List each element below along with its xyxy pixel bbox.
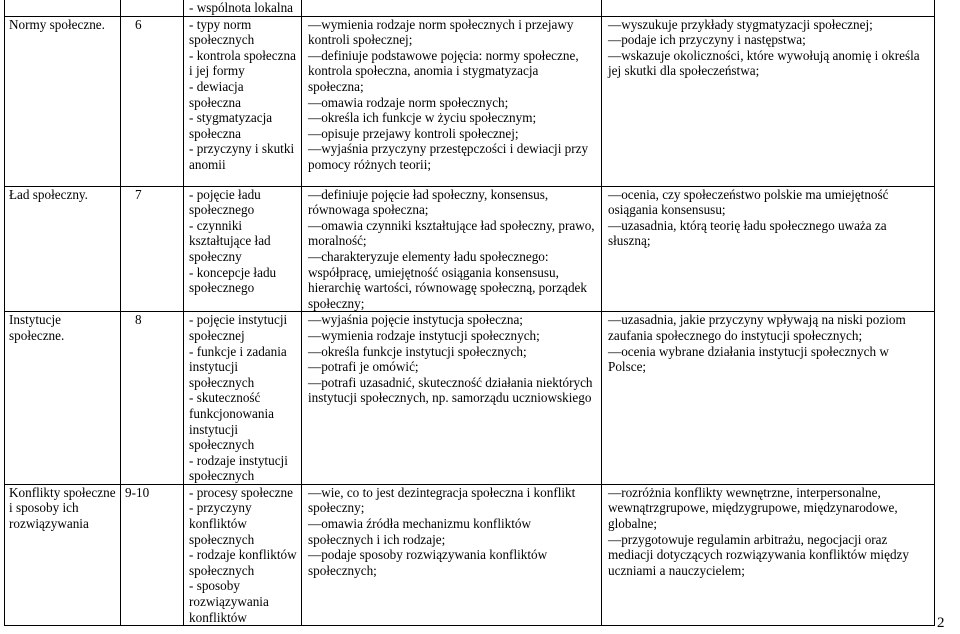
- req-item: — potrafi je omówić;: [308, 359, 597, 375]
- hours-cell: [121, 0, 184, 16]
- req-item: — wyjaśnia pojęcie instytucja społeczna;: [308, 312, 597, 328]
- content-cell: [184, 484, 302, 625]
- topic-cell: Konflikty społeczne i sposoby ich rozwiązywania: [5, 484, 121, 625]
- req-item: — omawia czynniki kształtujące ład społeczny, prawo, moralność;: [308, 218, 597, 249]
- content-item: - skuteczność funkcjonowania instytucji społecznych: [189, 390, 274, 453]
- curriculum-table: [4, 0, 935, 626]
- req-item: — podaje sposoby rozwiązywania konfliktów społecznych;: [308, 547, 597, 578]
- topic-cell: [5, 0, 121, 16]
- req-item: — rozróżnia konflikty wewnętrzne, interpersonalne, wewnątrzgrupowe, międzygrupowe, międzynarodowe, globalne;: [608, 485, 930, 532]
- content-cell: [184, 186, 302, 312]
- req-item: — wie, co to jest dezintegracja społeczna i konflikt społeczny;: [308, 485, 597, 516]
- hours-cell: 7: [121, 186, 184, 312]
- req-item: — opisuje przejawy kontroli społecznej;: [308, 126, 597, 142]
- req-item: — ocenia, czy społeczeństwo polskie ma umiejętność osiągania konsensusu;: [608, 187, 930, 218]
- basic-req-cell: [302, 16, 602, 186]
- content-fragment: - wspólnota lokalna: [189, 0, 294, 15]
- ext-req-cell: [602, 0, 935, 16]
- content-cell: [184, 0, 302, 16]
- content-item: - czynniki kształtujące ład społeczny: [189, 217, 271, 264]
- hours-cell: 8: [121, 312, 184, 485]
- req-item: — wyjaśnia przyczyny przestępczości i dewiacji przy pomocy różnych teorii;: [308, 141, 597, 172]
- table-row: [5, 186, 935, 312]
- req-item: — potrafi uzasadnić, skuteczność działania niektórych instytucji społecznych, np. samorządu uczniowskiego: [308, 375, 597, 406]
- ext-req-cell: [602, 484, 935, 625]
- table-row: [5, 312, 935, 485]
- hours-cell: 6: [121, 16, 184, 186]
- content-cell: [184, 312, 302, 485]
- content-item: - dewiacja społeczna: [189, 78, 244, 110]
- content-item: - rodzaje konfliktów społecznych: [189, 547, 297, 578]
- table-row: [5, 484, 935, 625]
- basic-req-cell: [302, 484, 602, 625]
- content-cell: [184, 16, 302, 186]
- content-item: - sposoby rozwiązywania konfliktów: [189, 578, 269, 625]
- req-item: — określa funkcje instytucji społecznych;: [308, 344, 597, 360]
- content-item: - kontrola społeczna i jej formy: [189, 47, 296, 79]
- topic-cell: Instytucje społeczne.: [5, 312, 121, 485]
- req-item: — wyszukuje przykłady stygmatyzacji społecznej;: [608, 17, 930, 33]
- basic-req-cell: [302, 312, 602, 485]
- req-item: — omawia źródła mechanizmu konfliktów społecznych i ich rodzaje;: [308, 516, 597, 547]
- req-item: — podaje ich przyczyny i następstwa;: [608, 32, 930, 48]
- table-row-fragment: [5, 0, 935, 16]
- basic-req-cell: [302, 186, 602, 312]
- content-item: - przyczyny konfliktów społecznych: [189, 500, 255, 547]
- topic-cell: Normy społeczne.: [5, 16, 121, 186]
- basic-req-cell: [302, 0, 602, 16]
- page-number: 2: [937, 615, 945, 631]
- content-item: - pojęcie ładu społecznego: [189, 186, 261, 218]
- ext-req-cell: [602, 186, 935, 312]
- hours-cell: 9-10: [121, 484, 184, 625]
- req-item: — przygotowuje regulamin arbitrażu, negocjacji oraz mediacji dotyczących rozwiązywania konfliktów między uczniami a nauczycielem;: [608, 532, 930, 579]
- content-item: - koncepcje ładu społecznego: [189, 264, 277, 296]
- content-item: - typy norm społecznych: [189, 16, 255, 48]
- req-item: — wymienia rodzaje norm społecznych i przejawy kontroli społecznej;: [308, 17, 597, 48]
- req-item: — uzasadnia, jakie przyczyny wpływają na niski poziom zaufania społecznego do instytucji społecznych;: [608, 312, 930, 343]
- content-item: - pojęcie instytucji społecznej: [189, 312, 288, 343]
- content-item: - funkcje i zadania instytucji społecznych: [189, 343, 287, 390]
- req-item: — definiuje pojęcie ład społeczny, konsensus, równowaga społeczna;: [308, 187, 597, 218]
- content-item: - procesy społeczne: [189, 484, 293, 500]
- req-item: — wymienia rodzaje instytucji społecznych;: [308, 328, 597, 344]
- ext-req-cell: [602, 312, 935, 485]
- req-item: — uzasadnia, którą teorię ładu społecznego uważa za słuszną;: [608, 218, 930, 249]
- req-item: — charakteryzuje elementy ładu społecznego: współpracę, umiejętność osiągania konsensusu, hierarchię wartości, równowagę społeczną, porządek społeczny;: [308, 249, 597, 311]
- table-row: [5, 16, 935, 186]
- req-item: — omawia rodzaje norm społecznych;: [308, 95, 597, 111]
- req-item: — wskazuje okoliczności, które wywołują anomię i określa jej skutki dla społeczeństwa;: [608, 48, 930, 79]
- content-item: - rodzaje instytucji społecznych: [189, 452, 288, 484]
- req-item: — określa ich funkcje w życiu społecznym;: [308, 110, 597, 126]
- content-item: - stygmatyzacja społeczna: [189, 110, 273, 141]
- topic-cell: Ład społeczny.: [5, 186, 121, 312]
- content-item: - przyczyny i skutki anomii: [189, 141, 295, 172]
- req-item: — definiuje podstawowe pojęcia: normy społeczne, kontrola społeczna, anomia i stygmatyzacja społeczna;: [308, 48, 597, 95]
- ext-req-cell: [602, 16, 935, 186]
- req-item: — ocenia wybrane działania instytucji społecznych w Polsce;: [608, 344, 930, 375]
